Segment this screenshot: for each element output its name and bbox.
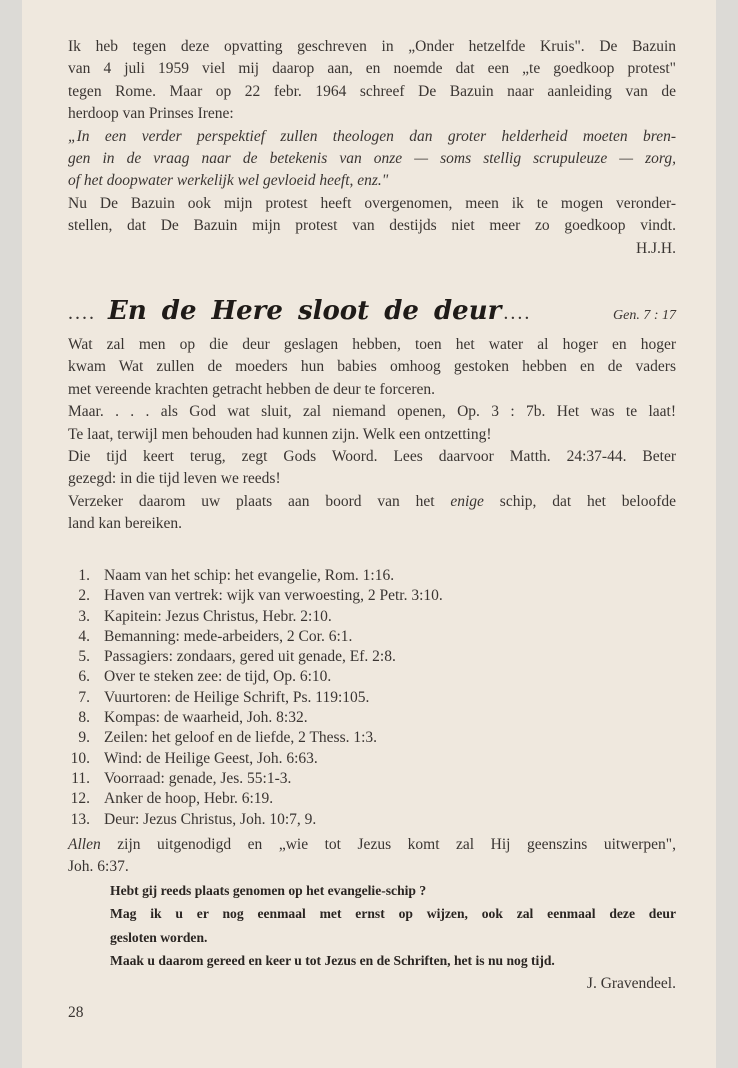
- text-line: tegen Rome. Maar op 22 febr. 1964 schreef De Bazuin naar aanleiding van de: [68, 82, 676, 100]
- title-trailing-dots: ....: [503, 302, 532, 324]
- text-line: met vereende krachten getracht hebben de deur te forceren.: [68, 380, 436, 398]
- text-span: Verzeker daarom uw plaats aan boord van het: [68, 492, 435, 510]
- list-item: [64, 749, 672, 769]
- text-line: Te laat, terwijl men behouden had kunnen zijn. Welk een ontzetting!: [68, 425, 492, 443]
- list-text: Deur: Jezus Christus, Joh. 10:7, 9.: [104, 810, 317, 828]
- list-text: Zeilen: het geloof en de liefde, 2 Thess. 1:3.: [104, 729, 378, 747]
- ship-list: [64, 566, 672, 830]
- list-text: Voorraad: genade, Jes. 55:1-3.: [104, 769, 292, 787]
- list-text: Passagiers: zondaars, gered uit genade, Ef. 2:8.: [104, 648, 396, 666]
- list-text: Kompas: de waarheid, Joh. 8:32.: [104, 709, 308, 727]
- text-line: Die tijd keert terug, zegt Gods Woord. Lees daarvoor Matth. 24:37-44. Beter: [68, 447, 676, 465]
- page-number: 28: [68, 1004, 84, 1021]
- list-item: [64, 769, 672, 789]
- text-line: [68, 834, 676, 856]
- text-line: Joh. 6:37.: [68, 858, 129, 876]
- article-body: [68, 334, 676, 536]
- list-text: Anker de hoop, Hebr. 6:19.: [104, 790, 274, 808]
- list-number: 5.: [78, 648, 90, 666]
- title-dots: ....: [68, 302, 96, 324]
- list-number: 1.: [78, 567, 90, 584]
- text-line: herdoop van Prinses Irene:: [68, 105, 234, 123]
- list-item: [64, 667, 672, 687]
- list-number: 11.: [71, 769, 90, 787]
- list-number: 13.: [70, 810, 90, 828]
- text-line: kwam Wat zullen de moeders hun babies omhoog gestoken hebben en de vaders: [68, 358, 676, 376]
- list-number: 12.: [70, 790, 90, 808]
- bold-line: Maak u daarom gereed en keer u tot Jezus en de Schriften, het is nu nog tijd.: [110, 953, 555, 969]
- list-item: [64, 688, 672, 708]
- list-item: [64, 647, 672, 667]
- list-text: Kapitein: Jezus Christus, Hebr. 2:10.: [104, 607, 332, 625]
- quote-line: of het doopwater werkelijk wel gevloeid heeft, enz.": [68, 172, 389, 190]
- list-number: 8.: [78, 709, 90, 727]
- bible-reference: Gen. 7 : 17: [613, 308, 676, 323]
- list-item: [64, 586, 672, 606]
- bold-line: gesloten worden.: [110, 929, 208, 945]
- list-number: 3.: [78, 607, 90, 625]
- list-item: [64, 789, 672, 809]
- emphasis: Allen: [68, 836, 101, 853]
- document-page: [22, 0, 716, 1068]
- list-text: Haven van vertrek: wijk van verwoesting, 2 Petr. 3:10.: [104, 587, 443, 605]
- closing-section: [68, 834, 676, 995]
- text-span: schip, dat het beloofde: [499, 492, 676, 510]
- text-line: Maar. . . . als God wat sluit, zal niemand openen, Op. 3 : 7b. Het was te laat!: [68, 403, 676, 421]
- text-line: van 4 juli 1959 viel mij daarop aan, en noemde dat een „te goedkoop protest": [68, 60, 676, 78]
- list-number: 6.: [78, 668, 90, 686]
- quote-line: gen in de vraag naar de betekenis van onze — soms stellig scrupuleuze — zorg,: [68, 149, 676, 167]
- list-number: 10.: [70, 749, 90, 767]
- list-item: [64, 627, 672, 647]
- list-text: Bemanning: mede-arbeiders, 2 Cor. 6:1.: [104, 627, 353, 645]
- list-item: [64, 810, 672, 830]
- intro-signature: H.J.H.: [635, 239, 676, 257]
- list-number: 4.: [78, 627, 90, 645]
- list-number: 2.: [78, 587, 90, 605]
- title-text: En de Here sloot de deur: [108, 296, 502, 326]
- list-text: Wind: de Heilige Geest, Joh. 6:63.: [104, 749, 318, 767]
- list-item: [64, 708, 672, 728]
- list-item: [64, 607, 672, 627]
- text-line: gezegd: in die tijd leven we reeds!: [68, 470, 281, 488]
- list-number: 7.: [78, 688, 90, 706]
- article-title: [68, 296, 676, 330]
- list-item: [64, 566, 672, 586]
- list-text: Over te steken zee: de tijd, Op. 6:10.: [104, 668, 332, 686]
- list-text: Naam van het schip: het evangelie, Rom. 1:16.: [104, 567, 395, 584]
- quote-line: „In een verder perspektief zullen theologen dan groter helderheid moeten bren-: [68, 127, 676, 145]
- text-line: land kan bereiken.: [68, 515, 183, 533]
- list-text: Vuurtoren: de Heilige Schrift, Ps. 119:105.: [104, 688, 370, 706]
- text-line: Wat zal men op die deur geslagen hebben, toen het water al hoger en hoger: [68, 336, 676, 353]
- bold-line: Mag ik u er nog eenmaal met ernst op wijzen, ook zal eenmaal deze deur: [110, 906, 676, 922]
- list-item: [64, 728, 672, 748]
- bold-line: Hebt gij reeds plaats genomen op het evangelie-schip ?: [110, 882, 427, 898]
- text-line: stellen, dat De Bazuin mijn protest van destijds niet meer zo goedkoop vindt.: [68, 217, 676, 235]
- list-number: 9.: [78, 729, 90, 747]
- emphasis: enige: [450, 492, 484, 510]
- author-signature: J. Gravendeel.: [586, 974, 676, 992]
- text-line: Ik heb tegen deze opvatting geschreven in „Onder hetzelfde Kruis". De Bazuin: [68, 38, 676, 55]
- text-span: zijn uitgenodigd en „wie tot Jezus komt zal Hij geenszins uitwerpen",: [117, 836, 676, 853]
- intro-section: [68, 36, 676, 260]
- text-line: [68, 491, 676, 513]
- text-line: Nu De Bazuin ook mijn protest heeft overgenomen, meen ik te mogen veronder-: [68, 194, 676, 212]
